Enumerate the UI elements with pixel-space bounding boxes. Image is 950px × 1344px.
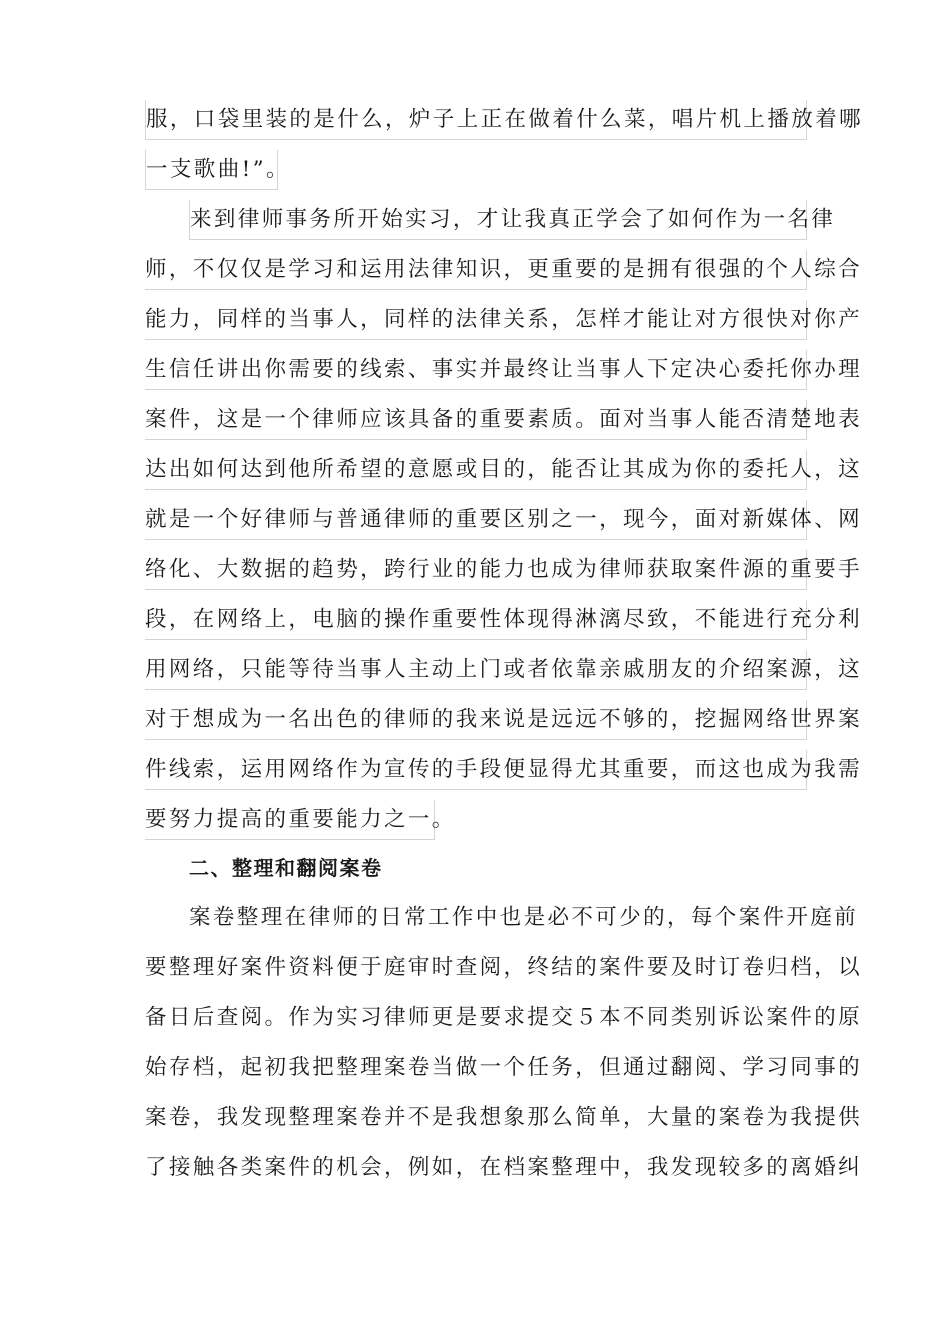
text-line: 备日后查阅。作为实习律师更是要求提交５本不同类别诉讼案件的原 [145,1005,863,1030]
text-line: 一支歌曲!”。 [145,150,278,190]
section-heading: 二、整理和翻阅案卷 [189,856,383,880]
text-line: 案件，这是一个律师应该具备的重要素质。面对当事人能否清楚地表 [145,400,807,440]
text-line: 段，在网络上，电脑的操作重要性体现得淋漓尽致，不能进行充分利 [145,600,807,640]
text-line: 件线索，运用网络作为宣传的手段便显得尤其重要，而这也成为我需 [145,750,807,790]
text-line: 了接触各类案件的机会，例如，在档案整理中，我发现较多的离婚纠 [145,1155,863,1180]
text-line: 就是一个好律师与普通律师的重要区别之一，现今，面对新媒体、网 [145,500,807,540]
text-line: 用网络，只能等待当事人主动上门或者依靠亲戚朋友的介绍案源，这 [145,650,807,690]
text-line: 案卷，我发现整理案卷并不是我想象那么简单，大量的案卷为我提供 [145,1105,863,1130]
text-line: 达出如何达到他所希望的意愿或目的，能否让其成为你的委托人，这 [145,450,807,490]
paragraph-first-line: 来到律师事务所开始实习，才让我真正学会了如何作为一名律 [189,200,807,240]
text-line: 对于想成为一名出色的律师的我来说是远远不够的，挖掘网络世界案 [145,700,807,740]
text-line: 要整理好案件资料便于庭审时查阅，终结的案件要及时订卷归档，以 [145,955,863,980]
text-line: 要努力提高的重要能力之一。 [145,800,435,840]
text-line: 能力，同样的当事人，同样的法律关系，怎样才能让对方很快对你产 [145,300,807,340]
text-line: 络化、大数据的趋势，跨行业的能力也成为律师获取案件源的重要手 [145,550,807,590]
text-line: 服，口袋里装的是什么，炉子上正在做着什么菜，唱片机上播放着哪 [145,100,807,140]
text-line: 师，不仅仅是学习和运用法律知识，更重要的是拥有很强的个人综合 [145,250,807,290]
text-line: 始存档，起初我把整理案卷当做一个任务，但通过翻阅、学习同事的 [145,1055,863,1080]
text-line: 生信任讲出你需要的线索、事实并最终让当事人下定决心委托你办理 [145,350,807,390]
paragraph-first-line: 案卷整理在律师的日常工作中也是必不可少的，每个案件开庭前 [189,905,859,930]
